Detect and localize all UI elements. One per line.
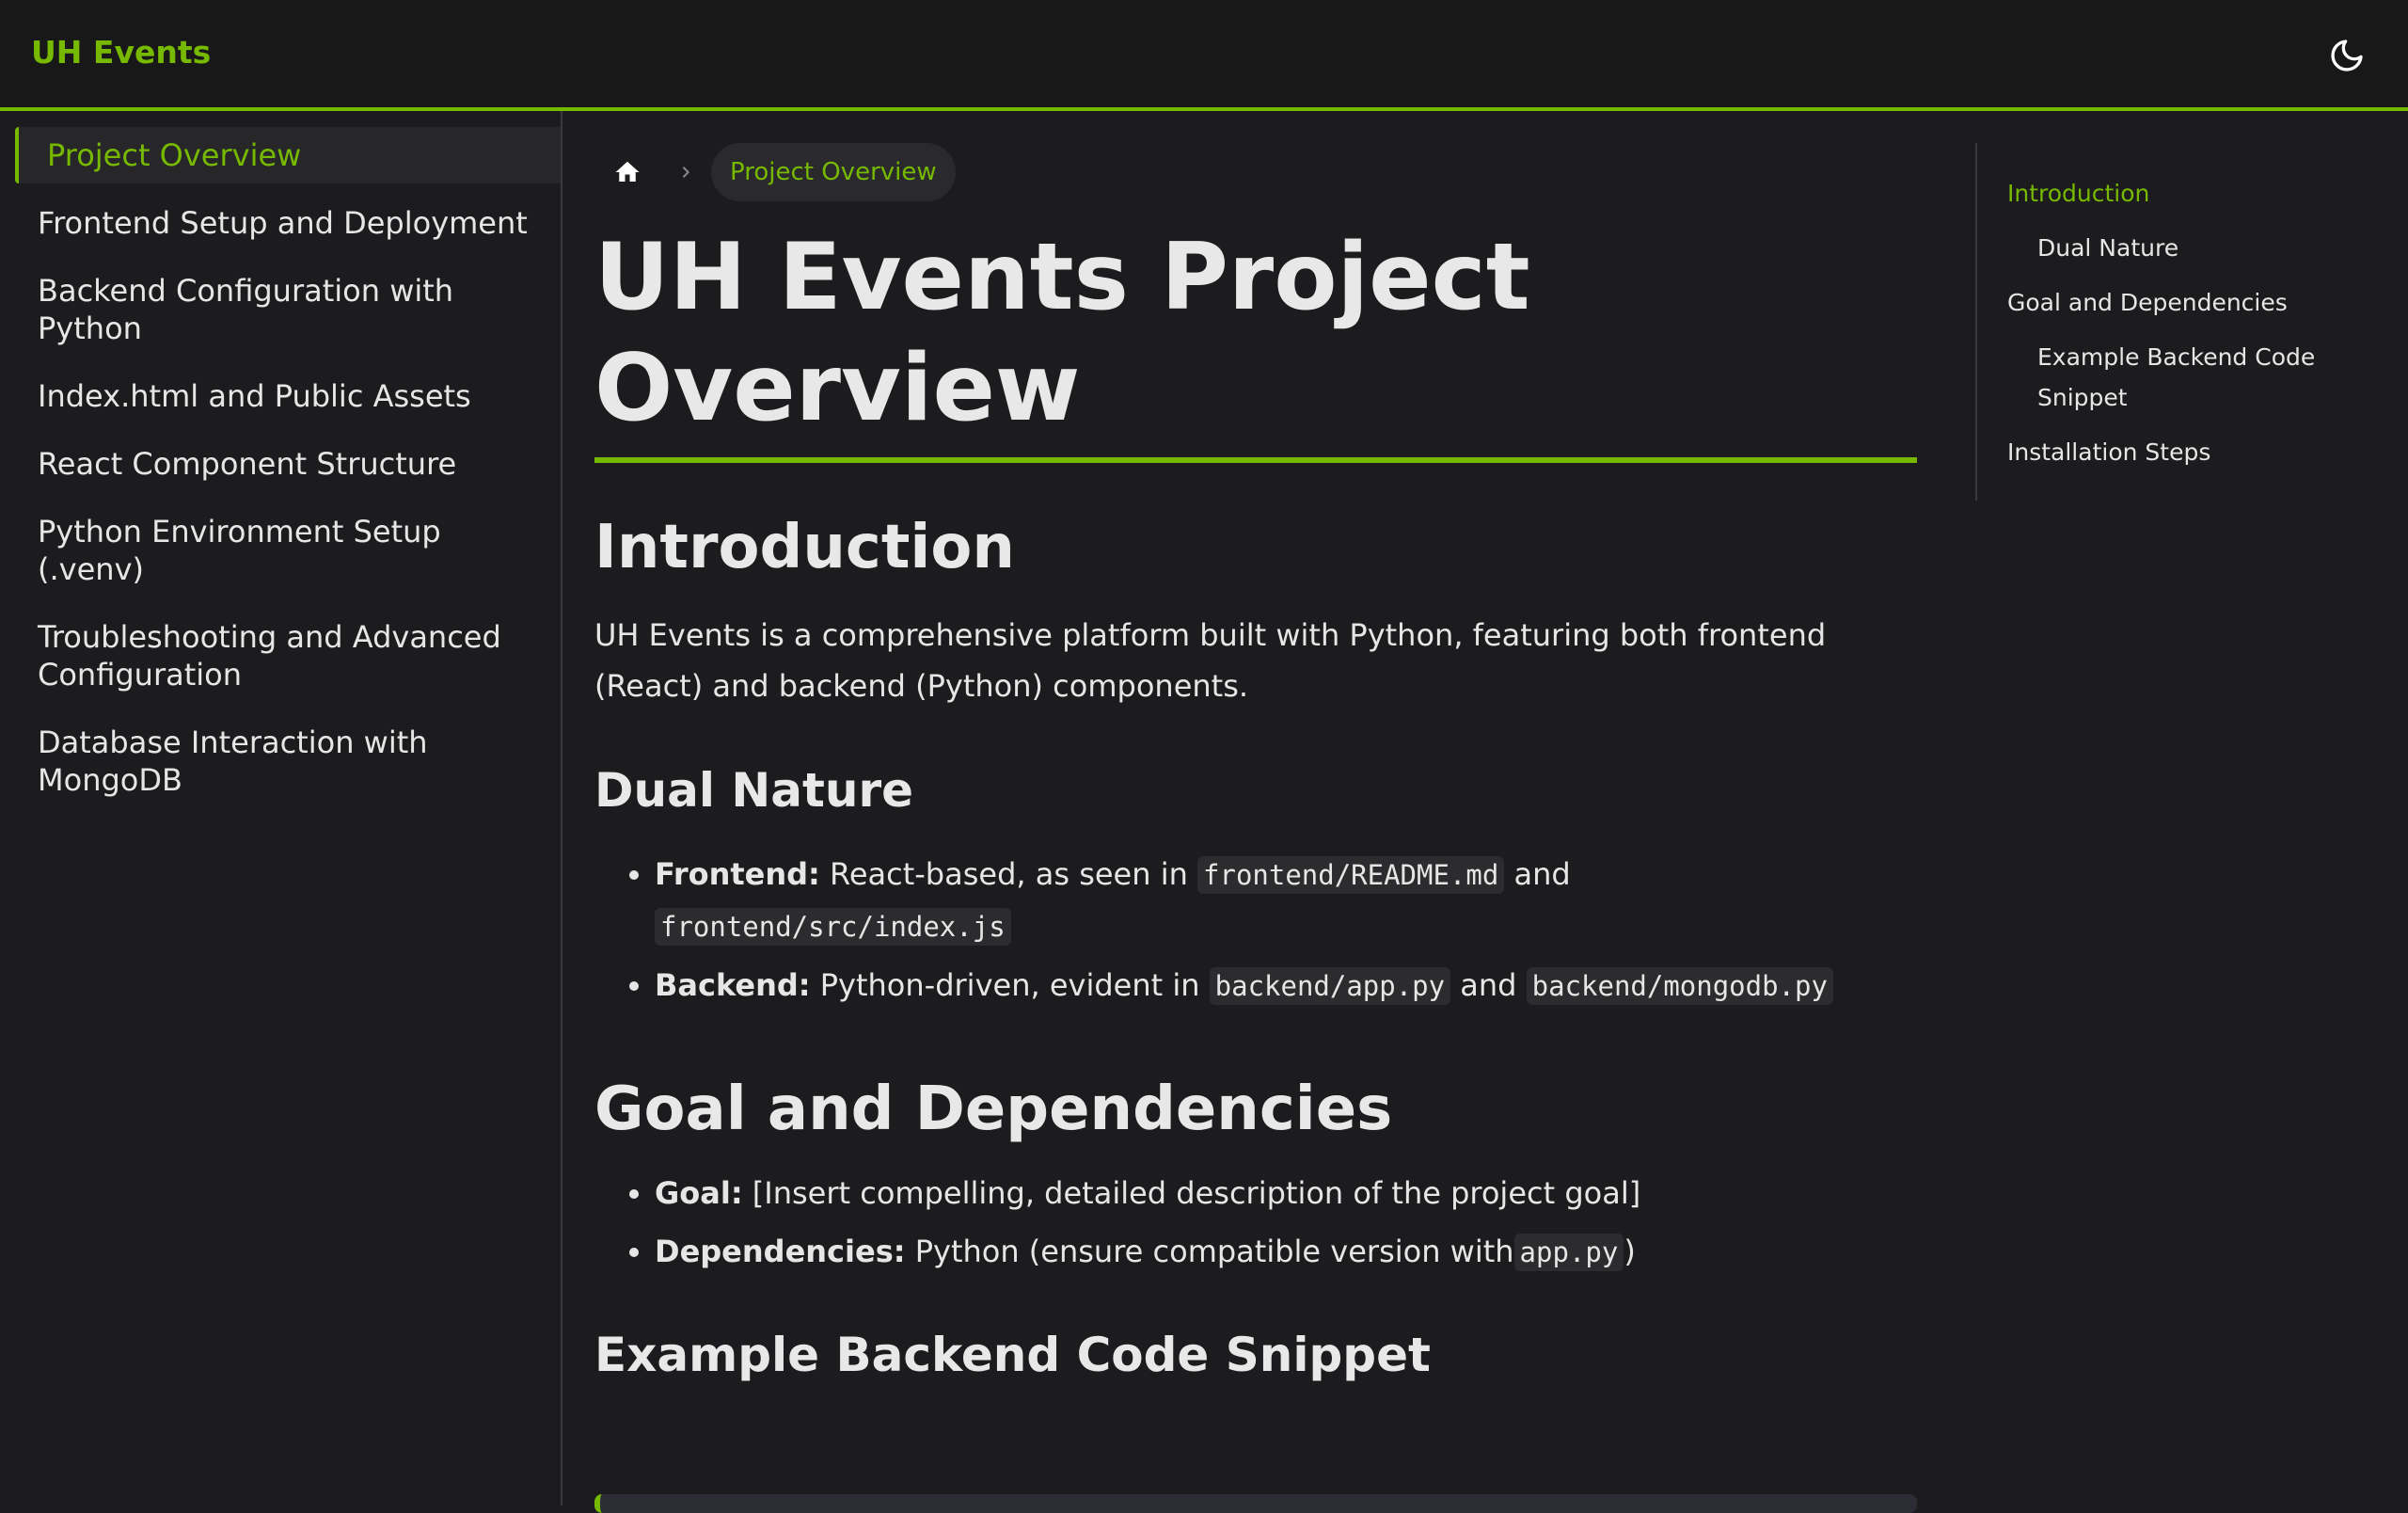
and-text: and: [1460, 967, 1517, 1003]
frontend-label: Frontend:: [655, 856, 820, 892]
dependencies-close: ): [1624, 1234, 1636, 1269]
and-text: and: [1513, 856, 1571, 892]
goal-dependencies-list: [594, 1168, 1917, 1278]
sidebar-item-project-overview[interactable]: Project Overview: [15, 127, 561, 183]
example-snippet-heading: Example Backend Code Snippet: [594, 1328, 1431, 1382]
table-of-contents: [1975, 143, 2389, 501]
sidebar-item-frontend-setup[interactable]: Frontend Setup and Deployment: [38, 205, 528, 241]
sidebar-item-react-components[interactable]: React Component Structure: [38, 446, 457, 482]
code-frontend-index: frontend/src/index.js: [655, 908, 1011, 946]
toc-item-installation-steps[interactable]: Installation Steps: [2007, 438, 2211, 466]
code-app-py: app.py: [1514, 1234, 1624, 1271]
code-frontend-readme: frontend/README.md: [1197, 856, 1504, 894]
home-icon: [613, 158, 642, 186]
theme-toggle-button[interactable]: [2323, 32, 2370, 79]
sidebar-nav: [0, 111, 562, 1505]
list-item-dependencies: [655, 1226, 1917, 1278]
introduction-heading: Introduction: [594, 513, 1015, 582]
sidebar-item-troubleshooting[interactable]: Troubleshooting and Advanced Configuration: [38, 619, 501, 693]
brand-logo-text[interactable]: UH Events: [31, 34, 212, 71]
sidebar-item-python-environment[interactable]: Python Environment Setup (.venv): [38, 514, 441, 587]
backend-text: Python-driven, evident in: [819, 967, 1200, 1003]
dependencies-label: Dependencies:: [655, 1234, 906, 1269]
code-backend-mongodb: backend/mongodb.py: [1527, 967, 1833, 1005]
dependencies-text: Python (ensure compatible version with: [914, 1234, 1514, 1269]
page-title: UH Events Project Overview: [594, 222, 1917, 463]
list-item-goal: [655, 1168, 1917, 1218]
goal-dependencies-heading: Goal and Dependencies: [594, 1075, 1393, 1144]
list-item-backend: [655, 960, 1917, 1011]
top-bar: [0, 0, 2408, 111]
moon-icon: [2328, 37, 2366, 74]
list-item-frontend: [655, 849, 1917, 952]
introduction-text: UH Events is a comprehensive platform built with Python, featuring both frontend (React) and backend (Python) components.: [594, 617, 1827, 704]
toc-item-goal-dependencies[interactable]: Goal and Dependencies: [2007, 289, 2288, 316]
toc-item-introduction[interactable]: Introduction: [2007, 180, 2150, 207]
chevron-right-icon: [660, 165, 711, 180]
code-backend-app: backend/app.py: [1210, 967, 1450, 1005]
sidebar-item-index-html[interactable]: Index.html and Public Assets: [38, 378, 471, 414]
breadcrumb-current-page[interactable]: Project Overview: [711, 143, 956, 201]
goal-text: [Insert compelling, detailed description of the project goal]: [752, 1175, 1641, 1211]
sidebar-item-backend-configuration[interactable]: Backend Configuration with Python: [38, 273, 454, 346]
frontend-text: React-based, as seen in: [830, 856, 1188, 892]
main-content: [594, 141, 1917, 1385]
backend-label: Backend:: [655, 967, 811, 1003]
toc-item-dual-nature[interactable]: Dual Nature: [2037, 234, 2179, 262]
toc-item-example-snippet[interactable]: Example Backend Code Snippet: [2037, 343, 2316, 411]
goal-label: Goal:: [655, 1175, 743, 1211]
dual-nature-list: [594, 849, 1917, 1011]
code-block: [594, 1494, 1917, 1513]
breadcrumb-home-link[interactable]: [594, 141, 660, 203]
sidebar-item-database-mongodb[interactable]: Database Interaction with MongoDB: [38, 725, 428, 798]
breadcrumb: [594, 141, 1917, 203]
dual-nature-heading: Dual Nature: [594, 763, 914, 818]
